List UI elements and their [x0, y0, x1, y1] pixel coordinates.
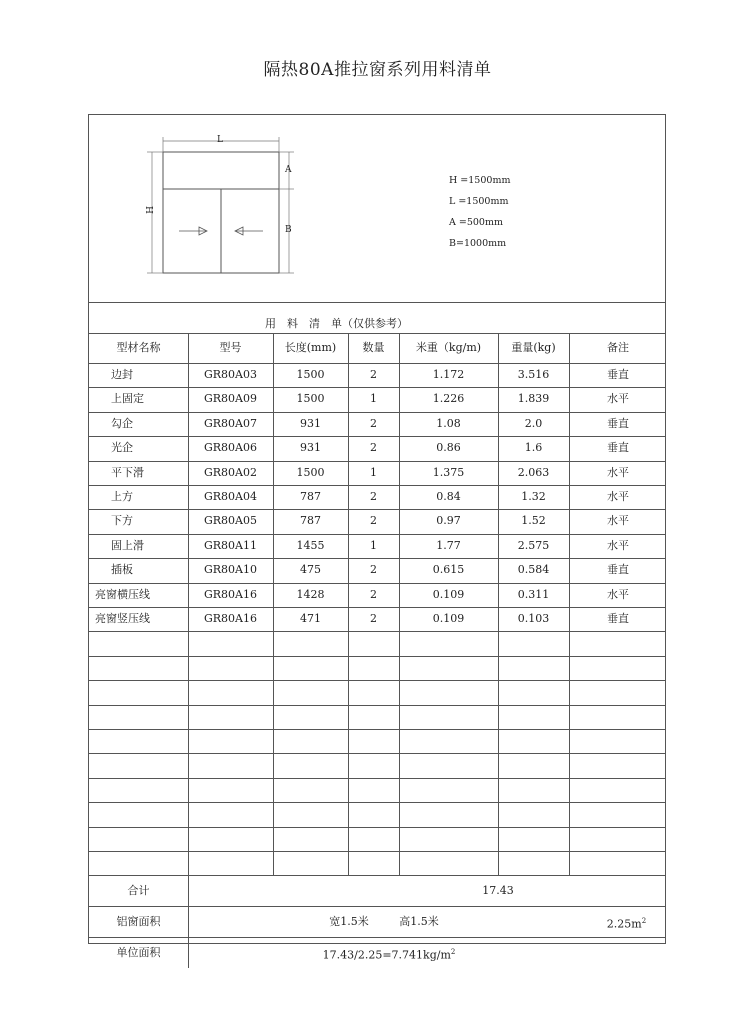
table-cell: 475: [300, 563, 321, 577]
table-cell: 1428: [296, 587, 325, 601]
unit-area-value-text: 17.43/2.25=7.741kg/m: [322, 949, 451, 963]
table-cell: 上固定: [111, 392, 144, 406]
spec-a: A =500mm: [449, 217, 503, 228]
table-cell: 固上滑: [111, 538, 144, 552]
table-cell: 垂直: [607, 563, 629, 577]
table-cell: 0.615: [432, 563, 465, 577]
table-cell: 插板: [111, 563, 133, 577]
table-cell: 亮窗竖压线: [95, 612, 150, 625]
table-cell: 2: [370, 368, 377, 381]
table-cell: GR80A16: [203, 612, 257, 625]
section-title: 用 料 清 单（仅供参考）: [265, 317, 408, 330]
table-cell: GR80A10: [203, 563, 257, 577]
table-cell: 2: [370, 490, 377, 503]
total-label: 合计: [127, 884, 150, 898]
table-cell: 0.97: [436, 514, 461, 528]
table-cell: 1.77: [436, 538, 461, 552]
table-cell: 1.375: [432, 465, 465, 479]
table-cell: 上方: [111, 490, 133, 503]
table-cell: 水平: [607, 587, 629, 601]
table-header-cell: 长度(mm): [284, 341, 337, 354]
table-cell: 亮窗横压线: [95, 587, 150, 601]
area-value-text: 2.25m: [606, 918, 642, 932]
table-cell: 0.84: [436, 490, 461, 503]
table-cell: GR80A16: [203, 587, 257, 601]
spec-h: H =1500mm: [449, 175, 511, 186]
table-cell: GR80A02: [203, 465, 257, 479]
table-cell: 0.584: [517, 563, 550, 577]
table-cell: 2: [370, 441, 377, 455]
dim-label-a: A: [285, 165, 292, 175]
table-cell: GR80A03: [203, 368, 257, 381]
table-cell: GR80A11: [203, 538, 257, 552]
table-cell: GR80A07: [203, 416, 257, 430]
table-cell: 水平: [607, 465, 629, 479]
area-height: 高1.5米: [399, 915, 439, 929]
dim-label-l: L: [217, 135, 223, 145]
table-cell: 垂直: [607, 441, 629, 455]
table-cell: 931: [300, 416, 321, 430]
table-cell: 2: [370, 563, 377, 577]
table-cell: 2.063: [517, 465, 550, 479]
table-cell: 边封: [111, 368, 133, 381]
table-cell: 1500: [296, 392, 325, 406]
dim-label-b: B: [285, 225, 292, 235]
table-cell: 0.86: [436, 441, 461, 455]
table-cell: 1455: [296, 538, 325, 552]
table-cell: 931: [300, 441, 321, 455]
area-label: 铝窗面积: [116, 915, 161, 929]
table-cell: 下方: [111, 514, 133, 528]
table-cell: 2: [370, 514, 377, 528]
table-cell: GR80A09: [203, 392, 257, 406]
dim-label-h: H: [145, 206, 156, 214]
table-cell: 1: [370, 538, 377, 552]
table-cell: GR80A06: [203, 441, 257, 455]
table-cell: 水平: [607, 514, 629, 528]
table-cell: 垂直: [607, 368, 629, 381]
spec-b: B=1000mm: [449, 238, 507, 249]
unit-area-sup: 2: [450, 948, 456, 957]
table-cell: 平下滑: [111, 465, 144, 479]
table-cell: 471: [300, 612, 321, 625]
area-width: 宽1.5米: [329, 915, 369, 929]
table-cell: 1.32: [521, 490, 546, 503]
slide-right-arrow-icon: [179, 227, 207, 235]
table-cell: 0.311: [517, 587, 550, 601]
table-header-cell: 型号: [219, 341, 242, 354]
spec-l: L =1500mm: [449, 196, 509, 207]
table-cell: 0.109: [432, 612, 465, 625]
table-cell: 1.172: [432, 368, 465, 381]
table-cell: 0.109: [432, 587, 465, 601]
slide-left-arrow-icon: [235, 227, 263, 235]
table-header-cell: 重量(kg): [511, 341, 556, 354]
table-header-cell: 型材名称: [116, 341, 161, 354]
table-header-cell: 米重（kg/m): [415, 341, 482, 354]
table-cell: 1.6: [524, 441, 543, 455]
table-cell: 2.575: [517, 538, 550, 552]
table-cell: 1: [370, 392, 377, 406]
table-cell: 3.516: [517, 368, 550, 381]
table-cell: 1.52: [521, 514, 546, 528]
table-cell: 0.103: [517, 612, 550, 625]
table-cell: 2: [370, 416, 377, 430]
table-cell: 水平: [607, 538, 629, 552]
material-table-frame: [88, 114, 666, 963]
table-cell: 光企: [111, 441, 133, 455]
table-cell: 787: [300, 490, 321, 503]
table-header-cell: 备注: [607, 341, 629, 354]
total-value: 17.43: [482, 884, 514, 898]
table-cell: GR80A04: [203, 490, 257, 503]
window-diagram: [89, 115, 389, 300]
table-cell: 1.839: [517, 392, 550, 406]
table-cell: 1.226: [432, 392, 465, 406]
table-cell: GR80A05: [203, 514, 257, 528]
table-cell: 勾企: [111, 416, 133, 430]
area-unit-sup: 2: [641, 917, 647, 926]
table-cell: 1.08: [436, 416, 461, 430]
table-cell: 水平: [607, 490, 629, 503]
table-cell: 1500: [296, 368, 325, 381]
table-cell: 水平: [607, 392, 629, 406]
table-cell: 2: [370, 587, 377, 601]
area-value: [589, 906, 664, 937]
unit-area-label: 单位面积: [116, 946, 161, 960]
table-cell: 1: [370, 465, 377, 479]
unit-area-value: [269, 937, 509, 968]
table-cell: 垂直: [607, 612, 629, 625]
page-title: 隔热80A推拉窗系列用料清单: [263, 60, 492, 80]
table-header-cell: 数量: [362, 341, 385, 354]
table-cell: 1500: [296, 465, 325, 479]
table-cell: 垂直: [607, 416, 629, 430]
table-cell: 2.0: [524, 416, 543, 430]
table-cell: 787: [300, 514, 321, 528]
table-cell: 2: [370, 612, 377, 625]
